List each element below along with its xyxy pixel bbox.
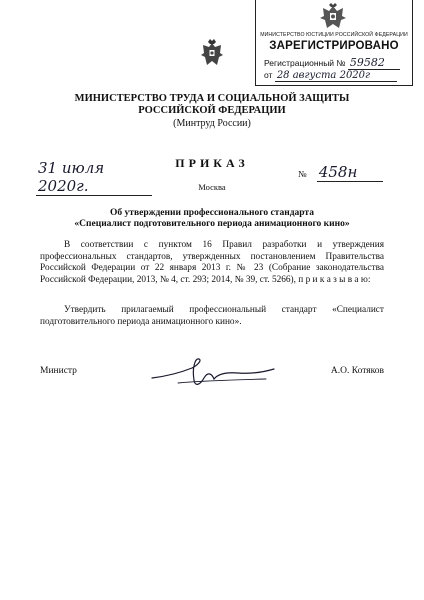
ministry-line-1: МИНИСТЕРСТВО ТРУДА И СОЦИАЛЬНОЙ ЗАЩИТЫ [74, 93, 350, 104]
signer-title: Министр [40, 366, 77, 376]
stamp-reg-date-row [264, 70, 408, 82]
stamp-reg-number-row [264, 56, 408, 70]
order-number-label: № [298, 169, 307, 179]
reg-number-label: Регистрационный № [264, 58, 346, 68]
order-date-handwritten: 31 июля 2020г. [36, 159, 152, 196]
stamp-registered: ЗАРЕГИСТРИРОВАНО [269, 40, 399, 52]
subject-line-2: «Специалист подготовительного периода анимационного кино» [74, 219, 350, 229]
signer-name: А.О. Котяков [330, 366, 384, 376]
order-title: ПРИКАЗ [175, 156, 249, 170]
handwritten-signature [148, 356, 278, 390]
coat-of-arms-icon [316, 2, 350, 32]
ministry-short-name: (Минтруд России) [173, 118, 251, 129]
registration-stamp [255, 0, 413, 86]
reg-date-prefix: от [264, 70, 273, 80]
reg-number: 59582 [348, 56, 400, 70]
ministry-line-2: РОССИЙСКОЙ ФЕДЕРАЦИИ [138, 105, 286, 116]
order-subject [0, 208, 424, 230]
coat-of-arms-icon [199, 38, 225, 68]
body-paragraph-1: В соответствии с пунктом 16 Правил разработки и утверждения профессиональных стандартов, утвержденных постановлением Правительства Российской Федерации от 22 января 2013 г. № 23 (Собрание законодательства Российской Федерации, 2013, № 4, ст. 293; 2014, № 39, ст. 5266), п р и к а з ы в а ю: [40, 240, 384, 286]
order-number [298, 163, 383, 182]
order-number-handwritten: 458н [317, 163, 383, 182]
ministry-name [0, 93, 424, 117]
stamp-ministry: МИНИСТЕРСТВО ЮСТИЦИИ РОССИЙСКОЙ ФЕДЕРАЦИИ [260, 32, 408, 38]
body-paragraph-2: Утвердить прилагаемый профессиональный стандарт «Специалист подготовительного периода анимационного кино». [40, 305, 384, 327]
subject-line-1: Об утверждении профессионального стандарта [110, 208, 314, 218]
reg-date: 28 августа 2020г [275, 70, 397, 82]
order-city: Москва [198, 182, 226, 192]
